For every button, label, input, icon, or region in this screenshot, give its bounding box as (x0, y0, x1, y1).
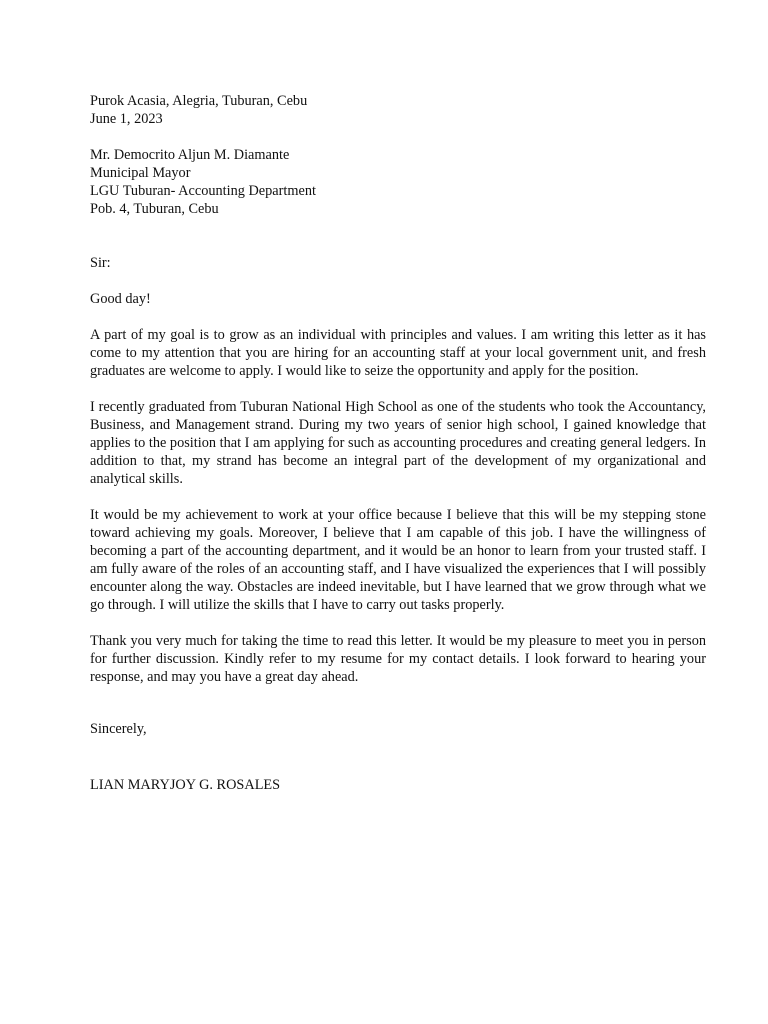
closing-phrase: Sincerely, (90, 721, 147, 737)
recipient-name: Mr. Democrito Aljun M. Diamante (90, 147, 290, 163)
paragraph-closing: Thank you very much for taking the time to read this letter. It would be my pleasure to meet you in person for further discussion. Kindly refer to my resume for my contact details. I look forward to hearing your response, and may you have a great day ahead. (90, 633, 706, 685)
recipient-address: Pob. 4, Tuburan, Cebu (90, 201, 219, 217)
sender-block (90, 92, 706, 128)
signature-name: LIAN MARYJOY G. ROSALES (90, 777, 281, 793)
sender-address: Purok Acasia, Alegria, Tuburan, Cebu (90, 93, 308, 109)
paragraph-education: I recently graduated from Tuburan National High School as one of the students who took the Accountancy, Business, and Management strand. During my two years of senior high school, I gained knowledge that applies to the position that I am applying for such as accounting procedures and creating general ledgers. In addition to that, my strand has become an integral part of the development of my organizational and analytical skills. (90, 399, 706, 487)
letter-date: June 1, 2023 (90, 111, 163, 127)
salutation: Sir: (90, 255, 111, 271)
greeting: Good day! (90, 291, 151, 307)
paragraph-motivation: It would be my achievement to work at your office because I believe that this will be my stepping stone toward achieving my goals. Moreover, I believe that I am capable of this job. I have the willingness of becoming a part of the accounting department, and it would be an honor to learn from your trusted staff. I am fully aware of the roles of an accounting staff, and I have visualized the experiences that I will possibly encounter along the way. Obstacles are indeed inevitable, but I have learned that we grow through what we go through. I will utilize the skills that I have to carry out tasks properly. (90, 507, 706, 613)
recipient-office: LGU Tuburan- Accounting Department (90, 183, 316, 199)
paragraph-intent: A part of my goal is to grow as an individual with principles and values. I am writing this letter as it has come to my attention that you are hiring for an accounting staff at your local government unit, and fresh graduates are welcome to apply. I would like to seize the opportunity and apply for the position. (90, 327, 706, 379)
cover-letter (90, 92, 706, 794)
recipient-position: Municipal Mayor (90, 165, 191, 181)
recipient-block (90, 146, 706, 218)
